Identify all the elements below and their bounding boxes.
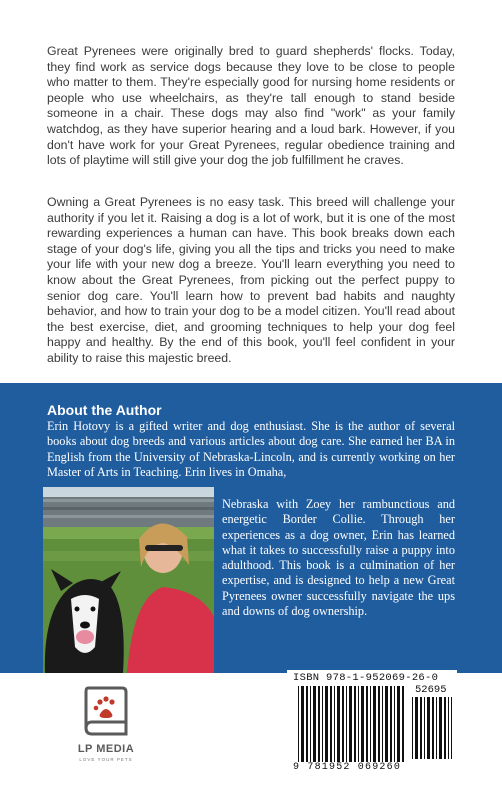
barcode-number: 9 781952 069260 bbox=[293, 762, 402, 773]
publisher-tagline: LOVE YOUR PETS bbox=[79, 757, 133, 762]
publisher-name: LP MEDIA bbox=[77, 743, 135, 755]
author-bio-side: Nebraska with Zoey her rambunctious and energetic Border Collie. Through her experiences as a dog owner, Erin has learned what it takes to successfully raise a puppy into adulthood. This book is a culmination of her expertise, and is designed to help a new Great Pyrenees owner successfully navigate the ups and downs of dog ownership. bbox=[222, 497, 455, 619]
description-paragraph-2: Owning a Great Pyrenees is no easy task. This breed will challenge your authority if you let it. Raising a dog is a lot of work, but it is one of the most rewarding experiences a human can have. This book breaks down each stage of your dog's life, giving you all the tips and tricks you need to make your life with your new dog a breeze. You'll learn everything you need to know about the Great Pyrenees, from picking out the perfect puppy to senior dog care. You'll learn how to prevent bad habits and naughty behavior, and how to train your dog to be a model citizen. You'll read about the best exercise, diet, and grooming techniques to help your dog feel happy and healthy. By the end of this book, you'll feel confident in your ability to raise this majestic breed. bbox=[47, 195, 455, 365]
isbn-label: ISBN 978-1-952069-26-0 bbox=[293, 672, 439, 684]
author-bio-top: Erin Hotovy is a gifted writer and dog enthusiast. She is the author of several books about dog breeds and various articles about dog care. She earned her BA in English from the University of Nebraska-Lincoln, and is currently working on her Master of Arts in Teaching. Erin lives in Omaha, bbox=[47, 419, 455, 479]
price-code: 52695 bbox=[415, 684, 447, 696]
about-author-heading: About the Author bbox=[47, 402, 162, 418]
description-paragraph-1: Great Pyrenees were originally bred to guard shepherds' flocks. Today, they find work as service dogs because they love to be close to people who matter to them. They're especially good for nursing home residents or people who use wheelchairs, as they're tall enough to stand beside someone in a chair. These dogs may also find "work" as your family watchdog, as they have superior hearing and a loud bark. However, if you don't have work for your Great Pyrenees, regular obedience training and lots of playtime will still give your dog the job fulfillment he craves. bbox=[47, 44, 455, 168]
